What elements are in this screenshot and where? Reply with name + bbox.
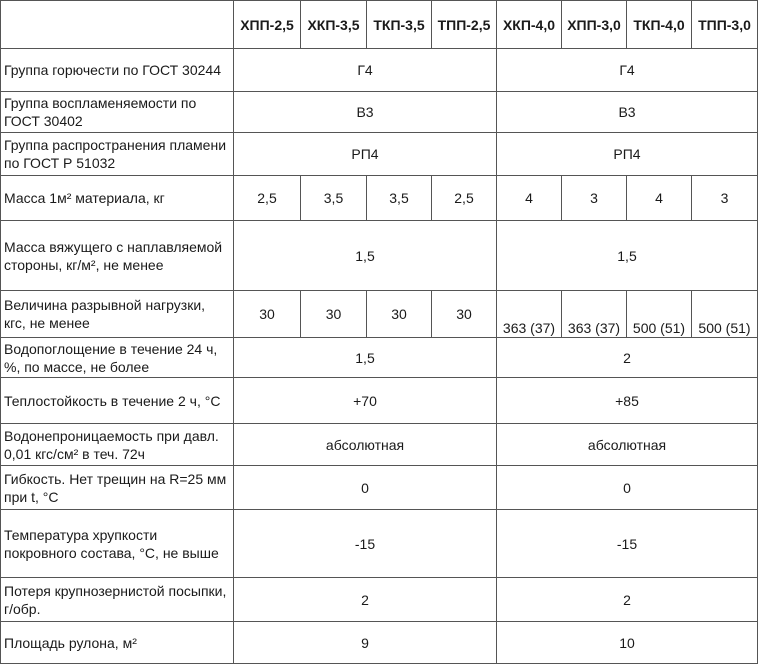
table-cell: РП4	[497, 133, 758, 176]
row-label: Водонепроницаемость при давл. 0,01 кгс/см² в теч. 72ч	[1, 424, 234, 466]
table-cell: Г4	[234, 49, 497, 92]
table-cell: 500 (51)	[692, 291, 758, 338]
table-row	[1, 424, 758, 466]
table-row	[1, 338, 758, 378]
table-cell: 2	[497, 578, 758, 622]
row-label: Гибкость. Нет трещин на R=25 мм при t, °С	[1, 466, 234, 510]
table-cell: 2	[234, 578, 497, 622]
row-label: Группа распространения пламени по ГОСТ Р 51032	[1, 133, 234, 176]
table-cell: РП4	[234, 133, 497, 176]
row-label: Группа горючести по ГОСТ 30244	[1, 49, 234, 92]
table-cell: 2	[497, 338, 758, 378]
table-cell: 1,5	[234, 221, 497, 291]
header-cell-hkp-4-0: ХКП-4,0	[497, 1, 562, 49]
table-cell: 1,5	[234, 338, 497, 378]
table-cell: +70	[234, 378, 497, 424]
row-label: Водопоглощение в течение 24 ч, %, по массе, не более	[1, 338, 234, 378]
table-cell: В3	[497, 92, 758, 133]
table-cell: -15	[234, 510, 497, 578]
table-cell: Г4	[497, 49, 758, 92]
table-row	[1, 92, 758, 133]
header-cell-tpp-2-5: ТПП-2,5	[432, 1, 497, 49]
table-cell: 0	[497, 466, 758, 510]
header-cell-tkp-3-5: ТКП-3,5	[367, 1, 432, 49]
row-label: Масса 1м² материала, кг	[1, 176, 234, 221]
row-label: Масса вяжущего с наплавляемой стороны, кг/м², не менее	[1, 221, 234, 291]
header-cell-empty	[1, 1, 234, 49]
table-cell: 10	[497, 622, 758, 664]
table-cell: В3	[234, 92, 497, 133]
table-cell: 363 (37)	[497, 291, 562, 338]
table-row	[1, 291, 758, 338]
table-row	[1, 221, 758, 291]
table-cell: 4	[627, 176, 692, 221]
table-header-row	[1, 1, 758, 49]
table-cell: 30	[234, 291, 301, 338]
header-cell-hpp-2-5: ХПП-2,5	[234, 1, 301, 49]
table-cell: 1,5	[497, 221, 758, 291]
table-cell: 500 (51)	[627, 291, 692, 338]
table-cell: 9	[234, 622, 497, 664]
table-row	[1, 510, 758, 578]
table-cell: 4	[497, 176, 562, 221]
table-cell: 30	[301, 291, 367, 338]
row-label: Потеря крупнозернистой посыпки, г/обр.	[1, 578, 234, 622]
table-cell: 3	[692, 176, 758, 221]
table-row	[1, 578, 758, 622]
table-cell: абсолютная	[234, 424, 497, 466]
header-cell-hpp-3-0: ХПП-3,0	[562, 1, 627, 49]
table-cell: 30	[367, 291, 432, 338]
table-cell: 3	[562, 176, 627, 221]
row-label: Площадь рулона, м²	[1, 622, 234, 664]
table-cell: абсолютная	[497, 424, 758, 466]
header-cell-hkp-3-5: ХКП-3,5	[301, 1, 367, 49]
row-label: Температура хрупкости покровного состава, °С, не выше	[1, 510, 234, 578]
table-cell: 3,5	[301, 176, 367, 221]
table-cell: 363 (37)	[562, 291, 627, 338]
table-cell: 30	[432, 291, 497, 338]
table-row	[1, 176, 758, 221]
header-cell-tkp-4-0: ТКП-4,0	[627, 1, 692, 49]
table-row	[1, 133, 758, 176]
table-row	[1, 622, 758, 664]
table-cell: 2,5	[234, 176, 301, 221]
header-cell-tpp-3-0: ТПП-3,0	[692, 1, 758, 49]
row-label: Величина разрывной нагрузки, кгс, не менее	[1, 291, 234, 338]
table-row	[1, 49, 758, 92]
table-row	[1, 378, 758, 424]
table-row	[1, 466, 758, 510]
table-cell: +85	[497, 378, 758, 424]
table-cell: -15	[497, 510, 758, 578]
table-cell: 3,5	[367, 176, 432, 221]
row-label: Группа воспламеняемости по ГОСТ 30402	[1, 92, 234, 133]
table-cell: 0	[234, 466, 497, 510]
table-cell: 2,5	[432, 176, 497, 221]
row-label: Теплостойкость в течение 2 ч, °С	[1, 378, 234, 424]
